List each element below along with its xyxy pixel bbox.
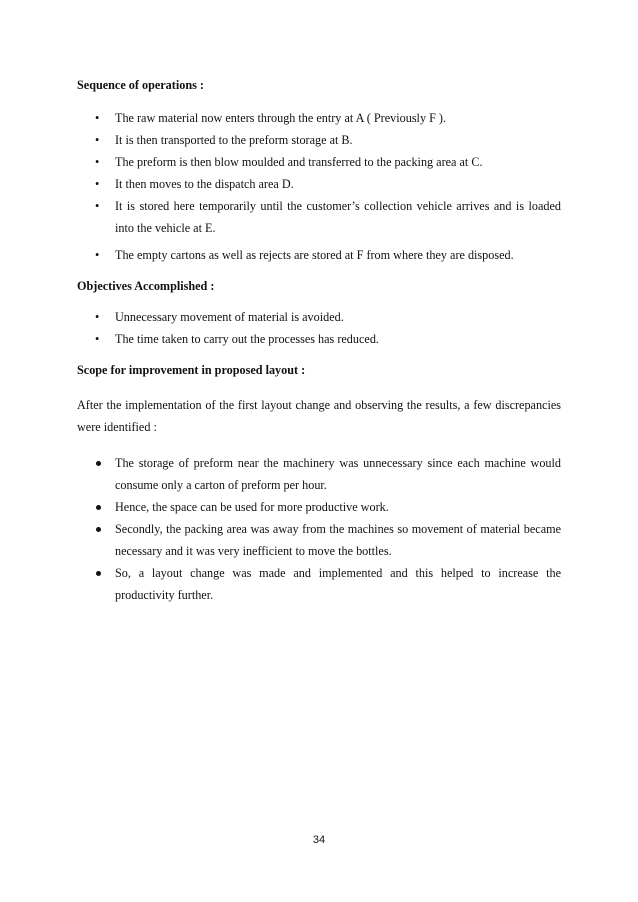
sequence-list [77,107,561,266]
list-item-text: It is then transported to the preform storage at B. [115,133,353,147]
bullet-icon: • [95,155,100,169]
objectives-heading: Objectives Accomplished : [77,279,215,293]
list-item-text: Secondly, the packing area was away from the machines so movement of material became necessary and it was very inefficient to move the bottles. [115,522,561,558]
list-item [77,562,561,606]
list-item [77,452,561,496]
list-item-text: Unnecessary movement of material is avoided. [115,310,344,324]
bullet-icon: • [95,111,100,125]
list-item-text: So, a layout change was made and implemented and this helped to increase the productivity further. [115,566,561,602]
scope-heading: Scope for improvement in proposed layout : [77,363,306,377]
list-item-text: Hence, the space can be used for more productive work. [115,500,389,514]
list-item-text: The time taken to carry out the processes has reduced. [115,332,379,346]
list-item-text: The raw material now enters through the entry at A ( Previously F ). [115,111,447,125]
list-item [77,306,561,328]
sequence-heading: Sequence of operations : [77,78,204,92]
list-item [77,328,561,350]
list-item [77,244,561,266]
scope-list [77,452,561,606]
list-item [77,151,561,173]
bullet-dot-icon [96,505,101,510]
list-item [77,173,561,195]
list-item [77,518,561,562]
bullet-icon: • [95,310,100,324]
page-number: 34 [312,834,326,846]
bullet-dot-icon [96,571,101,576]
list-item [77,496,561,518]
bullet-icon: • [95,133,100,147]
scope-paragraph: After the implementation of the first layout change and observing the results, a few discrepancies were identified : [77,398,561,434]
list-item [77,107,561,129]
list-item-text: It is stored here temporarily until the customer’s collection vehicle arrives and is loaded into the vehicle at E. [115,199,561,235]
document-page [77,72,561,606]
bullet-icon: • [95,177,100,191]
list-item-text: The empty cartons as well as rejects are stored at F from where they are disposed. [115,248,514,262]
list-item [77,195,561,239]
list-item-text: It then moves to the dispatch area D. [115,177,294,191]
objectives-list [77,306,561,350]
list-item-text: The preform is then blow moulded and transferred to the packing area at C. [115,155,483,169]
bullet-icon: • [95,199,100,213]
list-item [77,129,561,151]
bullet-dot-icon [96,527,101,532]
list-item-text: The storage of preform near the machinery was unnecessary since each machine would consume only a carton of preform per hour. [115,456,561,492]
bullet-icon: • [95,332,100,346]
bullet-icon: • [95,248,100,262]
bullet-dot-icon [96,461,101,466]
